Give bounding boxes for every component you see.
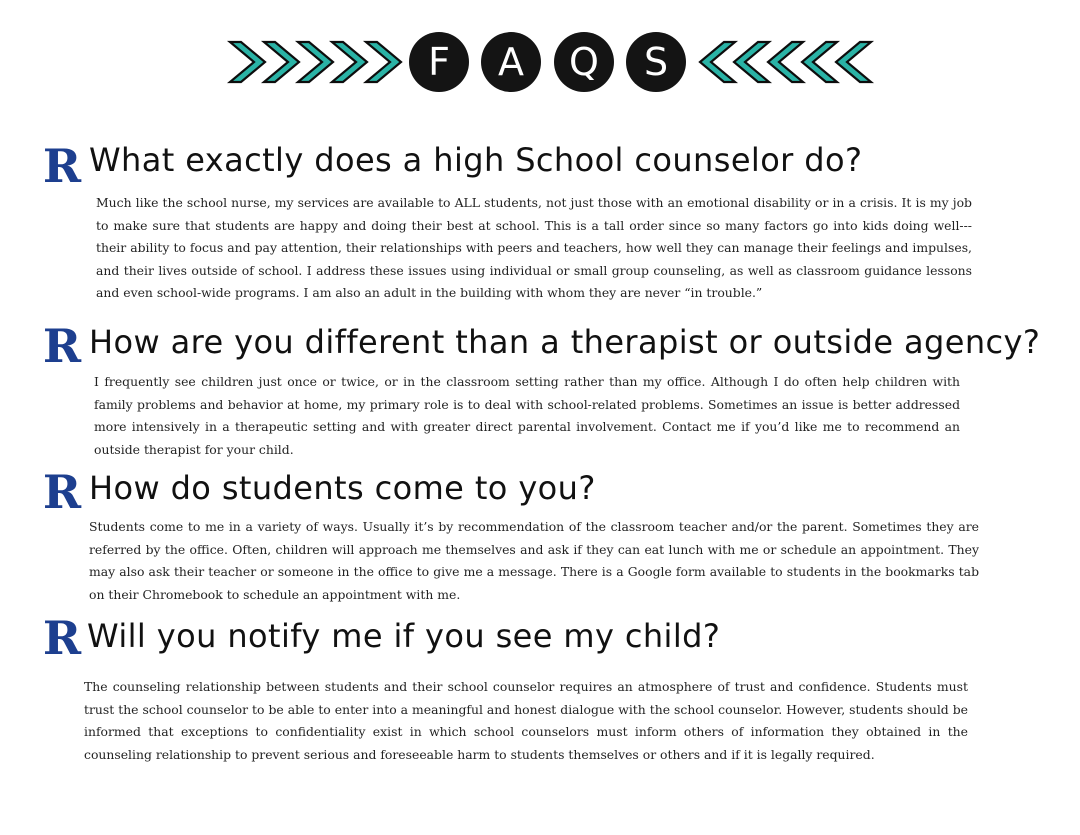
r-logo-icon bbox=[41, 320, 83, 370]
faq-letter-q bbox=[554, 32, 614, 92]
faq-question: What exactly does a high School counselor do? bbox=[89, 141, 863, 179]
faq-letter-a-text: A bbox=[498, 40, 524, 84]
faq-letter-s-text: S bbox=[643, 40, 669, 84]
faq-answer: Students come to me in a variety of ways. Usually it’s by recommendation of the classroom teacher and/or the parent. Sometimes they are referred by the office. Often, children will approach me themselves and ask if they can eat lunch with me or schedule an appointment. They may also ask their teacher or someone in the office to give me a message. There is a Google form available to students in the bookmarks tab on their Chromebook to schedule an appointment with me. bbox=[89, 519, 979, 602]
r-logo-icon bbox=[41, 140, 83, 190]
svg-text:R: R bbox=[42, 612, 82, 662]
svg-text:R: R bbox=[42, 320, 82, 370]
svg-text:R: R bbox=[42, 140, 82, 190]
faqs-banner bbox=[0, 20, 1080, 102]
faq-question: How are you different than a therapist or outside agency? bbox=[89, 323, 1041, 361]
faq-question: Will you notify me if you see my child? bbox=[87, 617, 721, 655]
r-logo-icon bbox=[41, 612, 83, 662]
left-chevron-arrows-icon bbox=[230, 42, 401, 82]
r-logo-icon bbox=[41, 466, 83, 516]
faq-letter-a bbox=[481, 32, 541, 92]
faq-answer: Much like the school nurse, my services are available to ALL students, not just those with an emotional disability or in a crisis. It is my job to make sure that students are happy and doing their best at school. This is a tall order since so many factors go into kids doing well---their ability to focus and pay attention, their relationships with peers and teachers, how well they can manage their feelings and impulses, and their lives outside of school. I address these issues using individual or small group counseling, as well as classroom guidance lessons and even school-wide programs. I am also an adult in the building with whom they are never “in trouble.” bbox=[96, 195, 972, 300]
faqs-banner-graphic bbox=[0, 20, 1080, 102]
faq-answer: The counseling relationship between students and their school counselor requires an atmosphere of trust and confidence. Students must trust the school counselor to be able to enter into a meaningful and honest dialogue with the school counselor. However, students should be informed that exceptions to confidentiality exist in which school counselors must inform others of information they obtained in the counseling relationship to prevent serious and foreseeable harm to students themselves or others and if it is legally required. bbox=[84, 679, 968, 762]
faq-answer: I frequently see children just once or twice, or in the classroom setting rather than my office. Although I do often help children with family problems and behavior at home, my primary role is to deal with school-related problems. Sometimes an issue is better addressed more intensively in a therapeutic setting and with greater direct parental involvement. Contact me if you’d like me to recommend an outside therapist for your child. bbox=[94, 374, 960, 457]
svg-text:R: R bbox=[42, 466, 82, 516]
faq-letter-f bbox=[409, 32, 469, 92]
right-chevron-arrows-icon bbox=[700, 42, 871, 82]
faq-letter-f-text: F bbox=[428, 40, 450, 84]
faq-letter-q-text: Q bbox=[569, 40, 599, 84]
faq-letter-s bbox=[626, 32, 686, 92]
faq-question: How do students come to you? bbox=[89, 469, 596, 507]
